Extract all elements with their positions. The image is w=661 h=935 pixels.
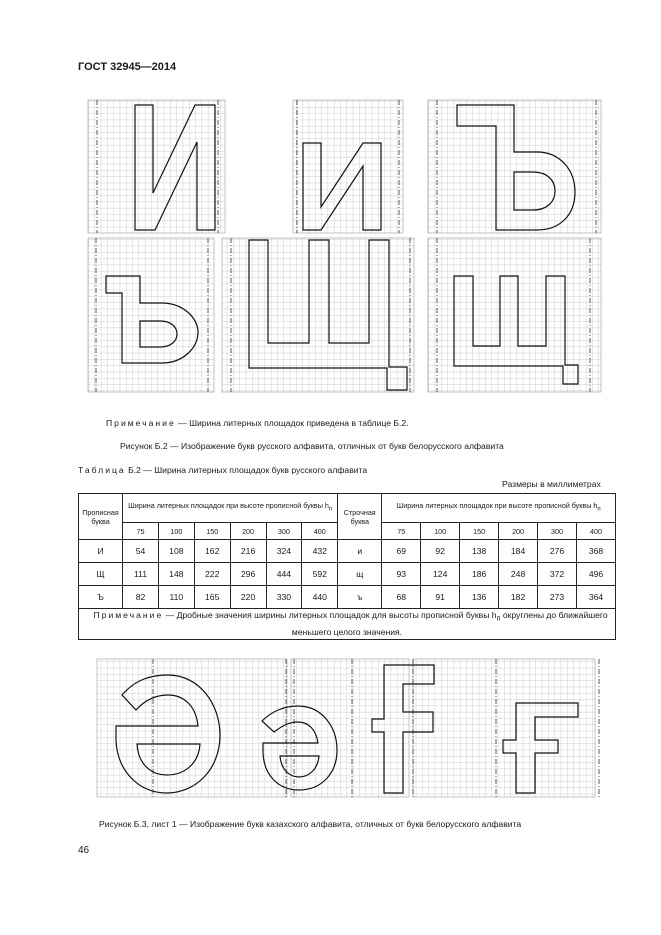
table-cell: 54 — [123, 540, 159, 563]
table-cell: 91 — [421, 586, 460, 609]
table-cell: 136 — [460, 586, 499, 609]
height-col: 100 — [421, 523, 460, 540]
table-cell: 182 — [499, 586, 538, 609]
table-cell: 110 — [158, 586, 194, 609]
figure-b3-caption: Рисунок Б.3, лист 1 — Изображение букв казахского алфавита, отличных от букв белорусского алфавита — [99, 819, 522, 829]
height-col: 300 — [538, 523, 577, 540]
table-cell: 124 — [421, 563, 460, 586]
table-cell: 111 — [123, 563, 159, 586]
table-row — [79, 586, 616, 609]
grid-panel-shcha-upper — [222, 238, 414, 392]
table-cell: 432 — [302, 540, 338, 563]
header-width-lower: Ширина литерных площадок при высоте прописной буквы $h_п$ — [382, 494, 616, 523]
grid-panel-I-upper — [88, 100, 225, 233]
table-cell: 324 — [266, 540, 302, 563]
height-col: 150 — [194, 523, 230, 540]
document-header: ГОСТ 32945—2014 — [78, 61, 177, 73]
height-col: 100 — [158, 523, 194, 540]
table-cell: 93 — [382, 563, 421, 586]
table-cell: 496 — [576, 563, 615, 586]
table-cell: 92 — [421, 540, 460, 563]
table-note: Примечание — Дробные значения ширины литерных площадок для высоты прописной буквы $h_п$ округлены до ближайшего меньшего целого значения. — [79, 609, 616, 640]
table-cell: И — [79, 540, 123, 563]
table-b2-title — [78, 465, 367, 475]
note-label: Примечание — [106, 418, 176, 428]
table-cell: 372 — [538, 563, 577, 586]
page-number: 46 — [78, 845, 90, 856]
height-col: 300 — [266, 523, 302, 540]
height-col: 200 — [499, 523, 538, 540]
height-col: 200 — [230, 523, 266, 540]
figure-b2-caption: Рисунок Б.2 — Изображение букв русского алфавита, отличных от букв белорусского алфавита — [120, 441, 504, 451]
table-cell: 82 — [123, 586, 159, 609]
header-width-upper: Ширина литерных площадок при высоте прописной буквы $h_п$ — [123, 494, 338, 523]
table-cell: 186 — [460, 563, 499, 586]
height-col: 75 — [382, 523, 421, 540]
height-col: 150 — [460, 523, 499, 540]
table-row — [79, 540, 616, 563]
table-cell: 364 — [576, 586, 615, 609]
height-col: 400 — [576, 523, 615, 540]
height-col: 75 — [123, 523, 159, 540]
table-units: Размеры в миллиметрах — [502, 479, 601, 489]
figure-b2-note — [106, 418, 409, 428]
table-cell: 592 — [302, 563, 338, 586]
note-text: — Ширина литерных площадок приведена в таблице Б.2. — [175, 418, 409, 428]
grid-panel-schwa-upper — [97, 659, 287, 797]
table-b2 — [78, 493, 616, 640]
table-cell: 222 — [194, 563, 230, 586]
table-cell: щ — [338, 563, 382, 586]
grid-panel-schwa-lower — [291, 659, 409, 797]
table-cell: Ъ — [79, 586, 123, 609]
table-cell: 184 — [499, 540, 538, 563]
table-cell: 248 — [499, 563, 538, 586]
header-upper-letter: Прописная буква — [79, 494, 123, 540]
table-cell: 444 — [266, 563, 302, 586]
table-cell: Щ — [79, 563, 123, 586]
table-cell: 138 — [460, 540, 499, 563]
table-cell: 216 — [230, 540, 266, 563]
table-cell: 330 — [266, 586, 302, 609]
table-cell: и — [338, 540, 382, 563]
table-cell: ъ — [338, 586, 382, 609]
table-cell: 69 — [382, 540, 421, 563]
height-col: 400 — [302, 523, 338, 540]
table-cell: 296 — [230, 563, 266, 586]
table-cell: 162 — [194, 540, 230, 563]
grid-panel-hard-sign-lower — [88, 238, 214, 392]
table-cell: 440 — [302, 586, 338, 609]
table-cell: 368 — [576, 540, 615, 563]
table-title-text: Б.2 — Ширина литерных площадок букв русского алфавита — [125, 465, 368, 475]
table-cell: 68 — [382, 586, 421, 609]
grid-panel-f-upper — [413, 659, 595, 797]
table-cell: 220 — [230, 586, 266, 609]
table-row — [79, 563, 616, 586]
header-lower-letter: Строчная буква — [338, 494, 382, 540]
table-cell: 276 — [538, 540, 577, 563]
table-cell: 108 — [158, 540, 194, 563]
table-cell: 148 — [158, 563, 194, 586]
table-label: Таблица — [78, 465, 126, 475]
table-cell: 273 — [538, 586, 577, 609]
table-cell: 165 — [194, 586, 230, 609]
